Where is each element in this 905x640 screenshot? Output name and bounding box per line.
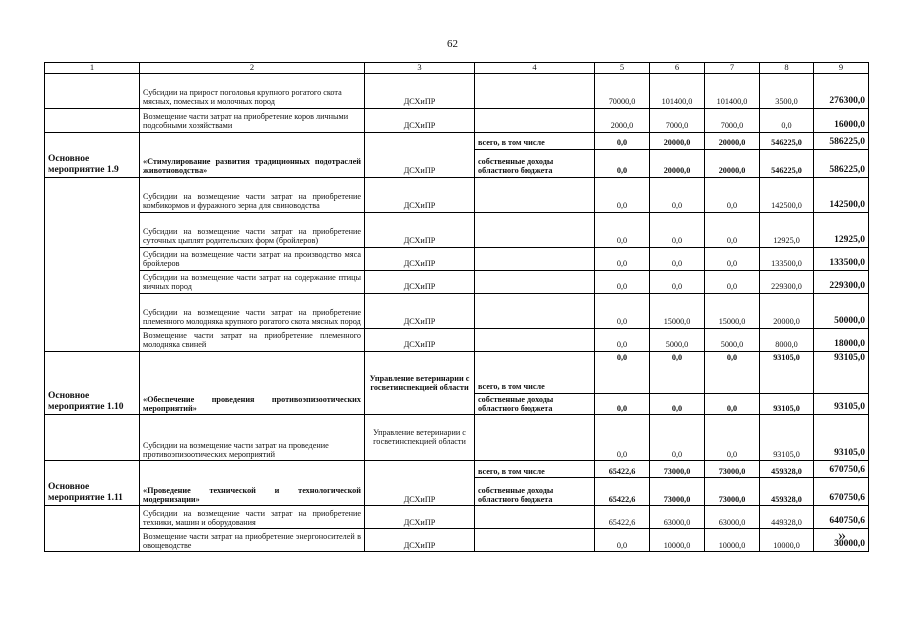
executor: ДСХиПР (365, 247, 475, 270)
value-total: 586225,0 (814, 149, 869, 177)
value-col7: 0,0 (705, 393, 760, 414)
value-col8: 0,0 (760, 108, 814, 132)
value-total: 276300,0 (814, 73, 869, 108)
value-col6: 15000,0 (650, 293, 705, 328)
value-col7: 10000,0 (705, 528, 760, 551)
value-col5: 0,0 (595, 528, 650, 551)
value-col5: 0,0 (595, 393, 650, 414)
value-col8: 93105,0 (760, 351, 814, 393)
table-row (45, 328, 869, 351)
value-col8: 20000,0 (760, 293, 814, 328)
value-col5: 0,0 (595, 149, 650, 177)
value-total: 93105,0 (814, 393, 869, 414)
empty-cell (475, 414, 595, 460)
executor: Управление ветеринарии с госветинспекцией области (365, 414, 475, 460)
value-col8: 12925,0 (760, 212, 814, 247)
value-col7: 7000,0 (705, 108, 760, 132)
page-number: 62 (447, 38, 458, 50)
col-header: 7 (705, 63, 760, 74)
value-col7: 73000,0 (705, 460, 760, 477)
column-numbers-row (45, 63, 869, 74)
activity-title: «Обеспечение проведения противоэпизоотических мероприятий» (140, 351, 365, 414)
table-row (45, 528, 869, 551)
value-col5: 65422,6 (595, 505, 650, 528)
value-col6: 20000,0 (650, 149, 705, 177)
table-row (45, 212, 869, 247)
measure-name: Субсидии на возмещение части затрат на проведение противоэпизоотических мероприятий (140, 414, 365, 460)
value-col6: 20000,0 (650, 132, 705, 149)
value-total: 640750,6 (814, 505, 869, 528)
value-col8: 8000,0 (760, 328, 814, 351)
table-row (45, 270, 869, 293)
measure-name: Субсидии на возмещение части затрат на производство мяса бройлеров (140, 247, 365, 270)
table-row (45, 505, 869, 528)
executor: ДСХиПР (365, 212, 475, 247)
value-col6: 0,0 (650, 212, 705, 247)
value-col8: 229300,0 (760, 270, 814, 293)
empty-cell (475, 108, 595, 132)
value-col7: 0,0 (705, 212, 760, 247)
value-col8: 93105,0 (760, 393, 814, 414)
value-col6: 0,0 (650, 393, 705, 414)
value-col6: 0,0 (650, 247, 705, 270)
value-total: 93105,0 (814, 414, 869, 460)
executor: ДСХиПР (365, 505, 475, 528)
col-header: 1 (45, 63, 140, 74)
value-col7: 15000,0 (705, 293, 760, 328)
value-col6: 10000,0 (650, 528, 705, 551)
empty-cell (45, 505, 140, 551)
value-col8: 459328,0 (760, 460, 814, 477)
value-col8: 449328,0 (760, 505, 814, 528)
value-col8: 133500,0 (760, 247, 814, 270)
executor: ДСХиПР (365, 132, 475, 177)
value-col8: 546225,0 (760, 132, 814, 149)
value-col8: 3500,0 (760, 73, 814, 108)
value-col8: 142500,0 (760, 177, 814, 212)
executor: ДСХиПР (365, 528, 475, 551)
value-col5: 0,0 (595, 414, 650, 460)
value-total: 30000,0 (814, 528, 869, 551)
value-col6: 0,0 (650, 414, 705, 460)
value-col5: 65422,6 (595, 477, 650, 505)
value-col5: 0,0 (595, 132, 650, 149)
value-col7: 0,0 (705, 414, 760, 460)
value-col5: 70000,0 (595, 73, 650, 108)
funding-source: всего, в том числе (475, 132, 595, 149)
empty-cell (45, 177, 140, 351)
value-col5: 65422,6 (595, 460, 650, 477)
value-col7: 5000,0 (705, 328, 760, 351)
measure-name: Субсидии на возмещение части затрат на приобретение техники, машин и оборудования (140, 505, 365, 528)
empty-cell (475, 270, 595, 293)
value-total: 670750,6 (814, 477, 869, 505)
value-col7: 0,0 (705, 270, 760, 293)
table-row (45, 108, 869, 132)
budget-table (44, 62, 869, 552)
activity-title: «Стимулирование развития традиционных подотраслей животноводства» (140, 132, 365, 177)
value-total: 12925,0 (814, 212, 869, 247)
value-col6: 63000,0 (650, 505, 705, 528)
main-activity-label: Основное мероприятие 1.9 (45, 132, 140, 177)
value-total: 50000,0 (814, 293, 869, 328)
empty-cell (45, 108, 140, 132)
measure-name: Субсидии на возмещение части затрат на содержание птицы яичных пород (140, 270, 365, 293)
table-row (45, 293, 869, 328)
value-col5: 0,0 (595, 293, 650, 328)
measure-name: Возмещение части затрат на приобретение племенного молодняка свиней (140, 328, 365, 351)
value-col8: 93105,0 (760, 414, 814, 460)
value-col7: 101400,0 (705, 73, 760, 108)
value-total: 133500,0 (814, 247, 869, 270)
executor: ДСХиПР (365, 328, 475, 351)
funding-source: всего, в том числе (475, 460, 595, 477)
empty-cell (475, 505, 595, 528)
col-header: 5 (595, 63, 650, 74)
value-col6: 0,0 (650, 351, 705, 393)
value-col7: 20000,0 (705, 149, 760, 177)
col-header: 3 (365, 63, 475, 74)
main-activity-label: Основное мероприятие 1.10 (45, 351, 140, 414)
table-row (45, 351, 869, 393)
value-col7: 0,0 (705, 177, 760, 212)
executor: ДСХиПР (365, 270, 475, 293)
value-total: 93105,0 (814, 351, 869, 393)
empty-cell (475, 212, 595, 247)
value-col8: 546225,0 (760, 149, 814, 177)
measure-name: Возмещение части затрат на приобретение коров личными подсобными хозяйствами (140, 108, 365, 132)
empty-cell (475, 73, 595, 108)
activity-title: «Проведение технической и технологической модернизации» (140, 460, 365, 505)
empty-cell (475, 328, 595, 351)
value-col5: 0,0 (595, 212, 650, 247)
value-col7: 63000,0 (705, 505, 760, 528)
executor: ДСХиПР (365, 73, 475, 108)
value-total: 16000,0 (814, 108, 869, 132)
table-row (45, 73, 869, 108)
funding-source: собственные доходы областного бюджета (475, 149, 595, 177)
value-col5: 2000,0 (595, 108, 650, 132)
executor: ДСХиПР (365, 108, 475, 132)
value-col7: 0,0 (705, 247, 760, 270)
measure-name: Субсидии на возмещение части затрат на приобретение суточных цыплят родительских форм (бройлеров) (140, 212, 365, 247)
value-col5: 0,0 (595, 177, 650, 212)
col-header: 8 (760, 63, 814, 74)
executor: Управление ветеринарии с госветинспекцией области (365, 351, 475, 414)
value-col5: 0,0 (595, 270, 650, 293)
value-col6: 73000,0 (650, 460, 705, 477)
main-activity-label: Основное мероприятие 1.11 (45, 460, 140, 505)
empty-cell (475, 293, 595, 328)
value-col6: 7000,0 (650, 108, 705, 132)
table-row (45, 460, 869, 477)
col-header: 2 (140, 63, 365, 74)
col-header: 9 (814, 63, 869, 74)
value-col6: 5000,0 (650, 328, 705, 351)
empty-cell (45, 73, 140, 108)
value-col6: 0,0 (650, 177, 705, 212)
value-col5: 0,0 (595, 351, 650, 393)
funding-source: собственные доходы областного бюджета (475, 477, 595, 505)
table-row (45, 177, 869, 212)
col-header: 6 (650, 63, 705, 74)
executor: ДСХиПР (365, 177, 475, 212)
measure-name: Субсидии на прирост поголовья крупного рогатого скота мясных, помесных и молочных пород (140, 73, 365, 108)
executor: ДСХиПР (365, 460, 475, 505)
value-col6: 0,0 (650, 270, 705, 293)
value-total: 670750,6 (814, 460, 869, 477)
value-col6: 73000,0 (650, 477, 705, 505)
table-row (45, 247, 869, 270)
value-col6: 101400,0 (650, 73, 705, 108)
value-col7: 20000,0 (705, 132, 760, 149)
value-col7: 0,0 (705, 351, 760, 393)
value-col7: 73000,0 (705, 477, 760, 505)
empty-cell (475, 247, 595, 270)
closing-quote-mark: » (838, 527, 846, 544)
funding-source: собственные доходы областного бюджета (475, 393, 595, 414)
value-total: 18000,0 (814, 328, 869, 351)
value-total: 586225,0 (814, 132, 869, 149)
table-row (45, 132, 869, 149)
value-col5: 0,0 (595, 247, 650, 270)
funding-source: всего, в том числе (475, 351, 595, 393)
measure-name: Субсидии на возмещение части затрат на приобретение комбикормов и фуражного зерна для свиноводства (140, 177, 365, 212)
measure-name: Возмещение части затрат на приобретение энергоносителей в овощеводстве (140, 528, 365, 551)
empty-cell (475, 177, 595, 212)
measure-name: Субсидии на возмещение части затрат на приобретение племенного молодняка крупного рогатого скота мясных пород (140, 293, 365, 328)
value-total: 142500,0 (814, 177, 869, 212)
value-col5: 0,0 (595, 328, 650, 351)
col-header: 4 (475, 63, 595, 74)
value-total: 229300,0 (814, 270, 869, 293)
executor: ДСХиПР (365, 293, 475, 328)
value-col8: 10000,0 (760, 528, 814, 551)
empty-cell (475, 528, 595, 551)
value-col8: 459328,0 (760, 477, 814, 505)
table-row (45, 414, 869, 460)
empty-cell (45, 414, 140, 460)
